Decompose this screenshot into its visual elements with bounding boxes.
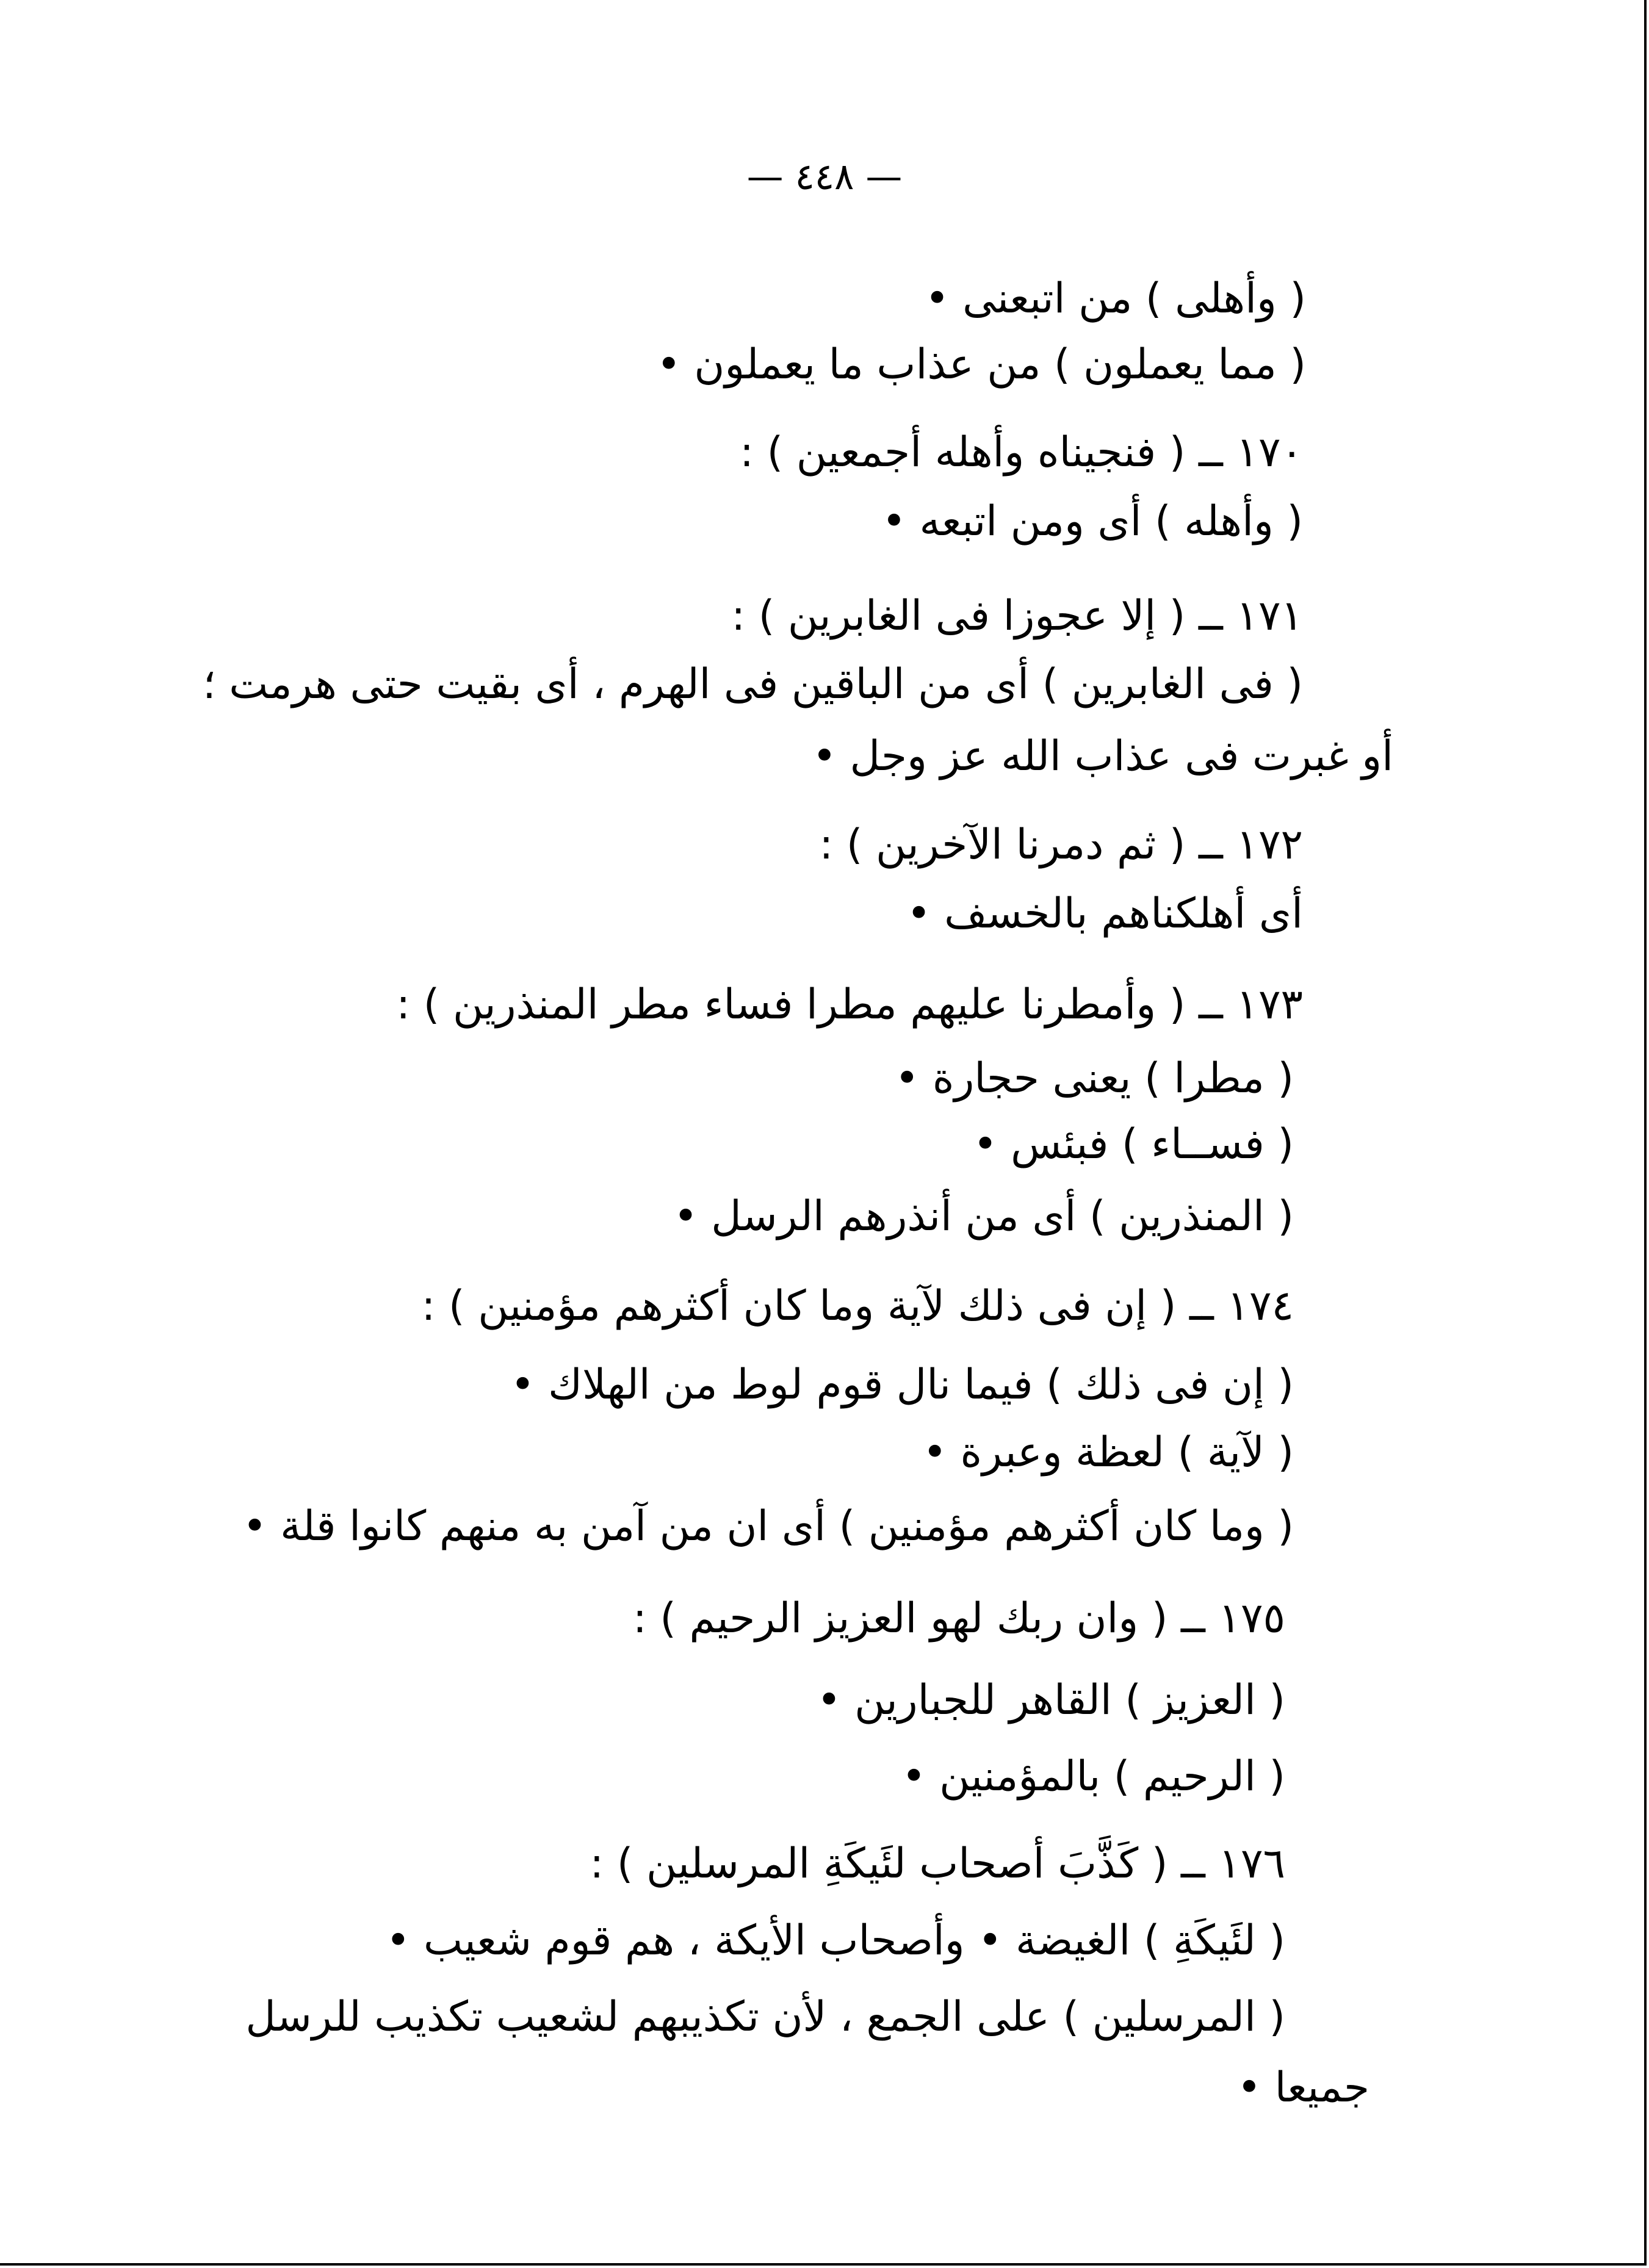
text-line: ( فســاء ) فبئس • — [973, 1120, 1294, 1168]
text-line: ١٧٤ ــ ( إن فى ذلك لآية وما كان أكثرهم مؤمنين ) : — [421, 1282, 1294, 1330]
text-line: ( مطرا ) يعنى حجارة • — [895, 1054, 1294, 1103]
text-line: ( وما كان أكثرهم مؤمنين ) أى ان من آمن به منهم كانوا قلة • — [242, 1502, 1294, 1550]
text-line: ( وأهلى ) من اتبعنى • — [925, 275, 1306, 323]
text-line: ١٧٣ ــ ( وأمطرنا عليهم مطرا فساء مطر المنذرين ) : — [396, 981, 1303, 1029]
text-line: ( لآية ) لعظة وعبرة • — [922, 1428, 1294, 1477]
text-line: ( المرسلين ) على الجمع ، لأن تكذيبهم لشعيب تكذيب للرسل — [245, 1993, 1285, 2041]
text-line: جميعا • — [1236, 2064, 1369, 2112]
text-line: ( الرحيم ) بالمؤمنين • — [901, 1752, 1285, 1801]
text-line: ١٧٠ ــ ( فنجيناه وأهله أجمعين ) : — [740, 428, 1303, 477]
text-line: أى أهلكناهم بالخسف • — [906, 890, 1303, 938]
text-line: ١٧٢ ــ ( ثم دمرنا الآخرين ) : — [819, 821, 1303, 869]
text-line: ١٧٥ ــ ( وان ربك لهو العزيز الرحيم ) : — [632, 1594, 1285, 1643]
text-line: ( لئَيكَةِ ) الغيضة • وأصحاب الأيكة ، هم قوم شعيب • — [386, 1917, 1285, 1965]
text-line: ( العزيز ) القاهر للجبارين • — [817, 1676, 1285, 1724]
text-line: ( مما يعملون ) من عذاب ما يعملون • — [656, 340, 1306, 389]
text-line: ( وأهله ) أى ومن اتبعه • — [881, 497, 1303, 545]
page-number: — ٤٤٨ — — [746, 156, 903, 198]
text-line: ( المنذرين ) أى من أنذرهم الرسل • — [673, 1192, 1294, 1240]
text-line: ( إن فى ذلك ) فيما نال قوم لوط من الهلاك • — [510, 1361, 1294, 1409]
text-line: ( فى الغابرين ) أى من الباقين فى الهرم ، أى بقيت حتى هرمت ؛ — [203, 660, 1303, 708]
text-line: ١٧٦ ــ ( كَذَّبَ أصحاب لئَيكَةِ المرسلين ) : — [590, 1840, 1285, 1888]
text-line: أو غبرت فى عذاب الله عز وجل • — [812, 732, 1393, 780]
text-line: ١٧١ ــ ( إلا عجوزا فى الغابرين ) : — [731, 592, 1303, 640]
